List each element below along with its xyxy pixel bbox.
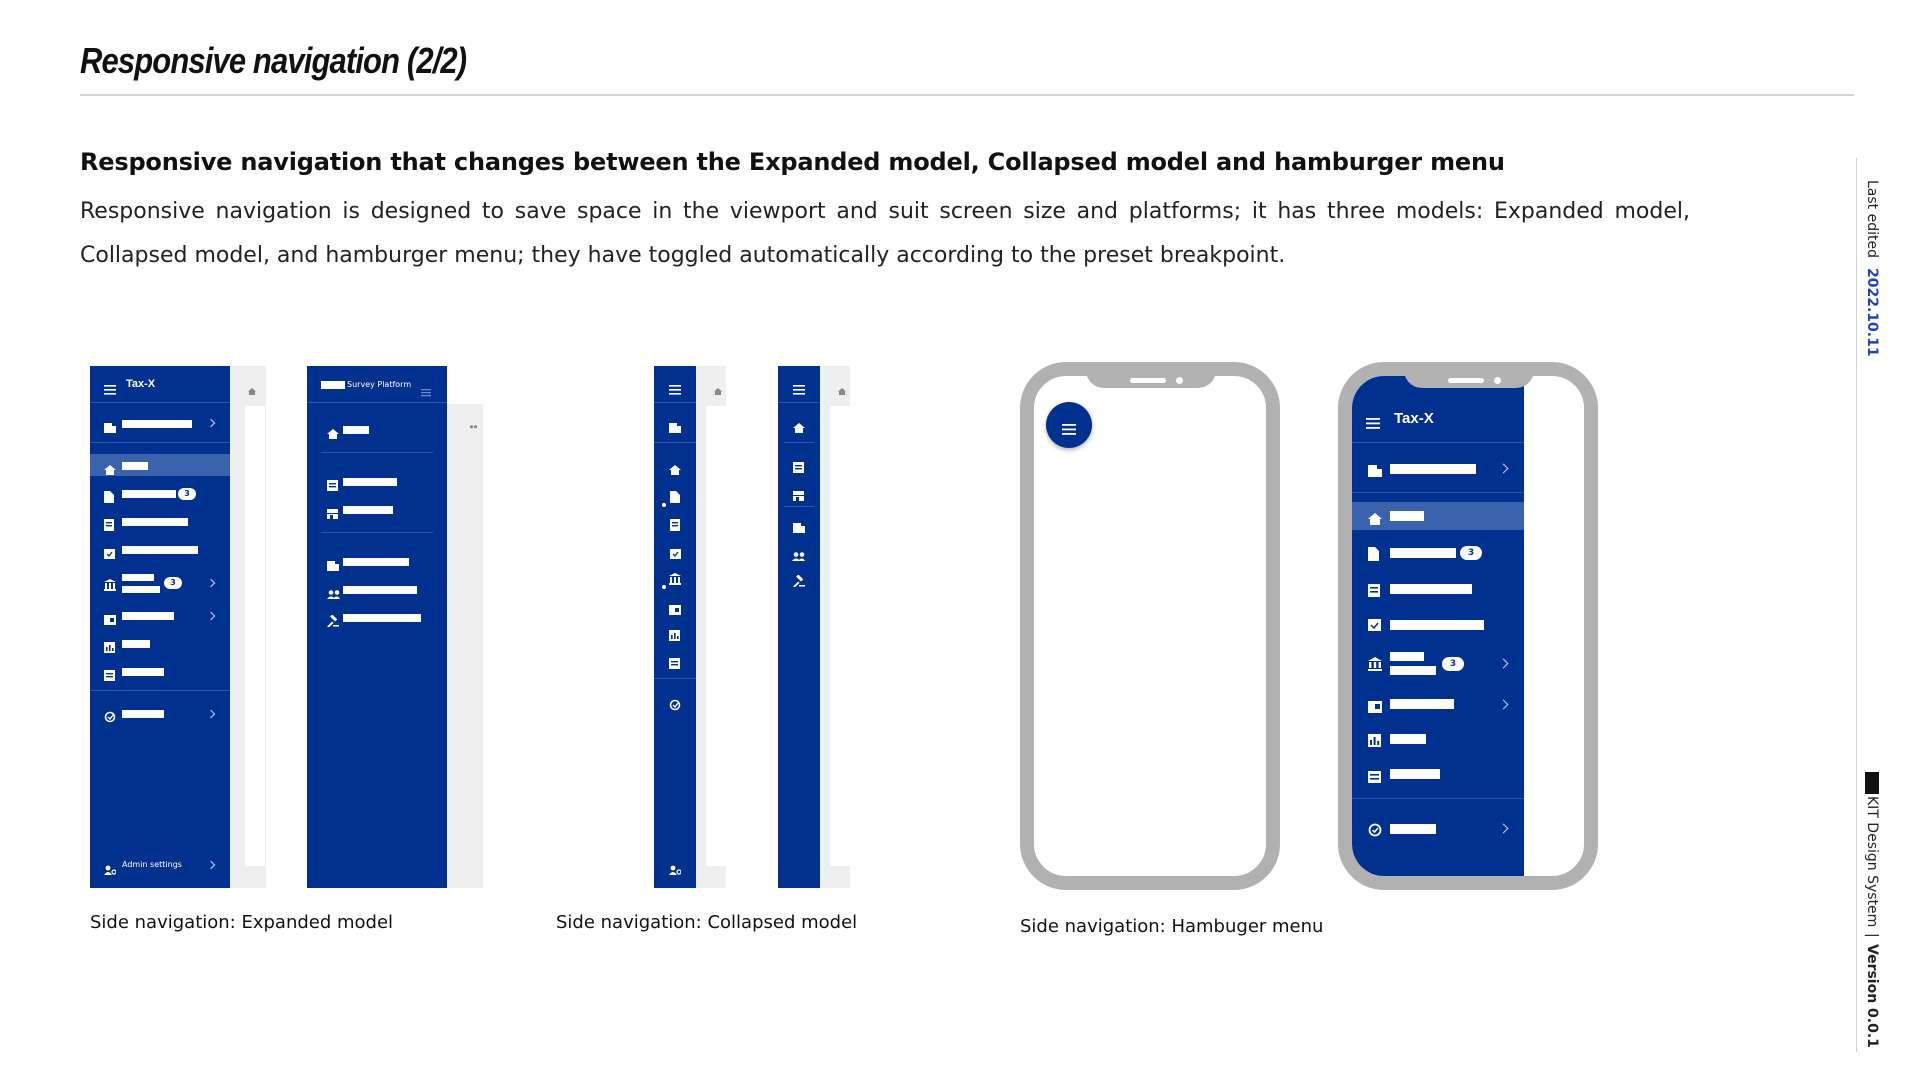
nav-divider: [321, 452, 433, 453]
admin-icon[interactable]: [669, 860, 681, 879]
table-icon: [104, 666, 115, 685]
nav-item-reports[interactable]: [122, 640, 150, 648]
calendar-icon[interactable]: [670, 544, 681, 563]
survey-side-nav[interactable]: [307, 366, 447, 888]
table-icon: [1368, 768, 1381, 787]
expanded-survey-demo: [307, 366, 483, 888]
home-icon: [104, 460, 116, 479]
content-card: [830, 406, 850, 866]
survey-item-people[interactable]: [343, 586, 417, 594]
table-icon[interactable]: [669, 654, 680, 673]
nav-divider: [1352, 798, 1524, 799]
nav-item-bank-line1[interactable]: [1390, 652, 1424, 661]
nav-item-table[interactable]: [122, 668, 164, 676]
list-icon: [327, 476, 338, 495]
phone-speaker: [1448, 378, 1484, 383]
app-name: Tax-X: [126, 378, 156, 390]
nav-item-documents[interactable]: [122, 490, 176, 498]
bank-icon: [104, 576, 116, 595]
list-icon: [104, 516, 114, 535]
brand-separator: |: [1864, 933, 1880, 939]
home-icon: [248, 380, 256, 399]
hamburger-icon[interactable]: [1366, 414, 1380, 433]
nav-divider: [90, 690, 230, 691]
content-card: [706, 406, 726, 866]
sync-icon: [104, 708, 116, 727]
people-icon: [327, 584, 340, 603]
chevron-right-icon: [1499, 824, 1509, 834]
last-edited: [1864, 180, 1880, 357]
nav-item-bank-line2[interactable]: [1390, 666, 1436, 675]
document-icon: [1368, 546, 1379, 565]
last-edited-date: 2022.10.11: [1864, 268, 1880, 358]
brand-version: [1864, 772, 1880, 1048]
last-edited-label: Last edited: [1864, 180, 1880, 258]
content-area: [447, 404, 483, 888]
nav-item-card[interactable]: [1390, 699, 1454, 709]
list-icon: [1368, 582, 1380, 601]
building-icon[interactable]: [793, 518, 805, 537]
title-divider: [80, 94, 1854, 96]
expanded-side-nav[interactable]: [90, 366, 230, 888]
notification-dot-icon: [662, 492, 666, 511]
bank-icon: [1368, 656, 1382, 675]
phone-notch: [1404, 362, 1534, 388]
building-icon: [1368, 462, 1382, 481]
org-selector-label[interactable]: [1390, 464, 1476, 474]
nav-divider: [1352, 492, 1524, 493]
survey-item-org[interactable]: [343, 558, 409, 566]
building-icon: [327, 556, 339, 575]
document-icon[interactable]: [670, 488, 680, 507]
card-icon[interactable]: [669, 600, 681, 619]
section-description: Responsive navigation is designed to save space in the viewport and suit screen size and platforms; it has three models: Expanded model, Collapsed model, and hamburger menu; they have toggled automatically according to the preset breakpoint.: [80, 199, 1690, 268]
nav-item-sync[interactable]: [1390, 824, 1436, 834]
survey-item-legal[interactable]: [343, 614, 421, 622]
nav-divider: [654, 402, 696, 403]
survey-logo: [321, 381, 345, 389]
gavel-icon[interactable]: [793, 572, 805, 591]
chart-icon: [1368, 732, 1381, 751]
caption-expanded: Side navigation: Expanded model: [90, 912, 394, 933]
admin-settings-label[interactable]: Admin settings: [122, 860, 182, 869]
home-icon: [838, 380, 846, 399]
nav-item-home[interactable]: [1390, 511, 1424, 521]
chevron-right-icon: [1499, 700, 1509, 710]
sync-icon[interactable]: [669, 696, 681, 715]
store-icon: [327, 504, 338, 523]
collapsed-model-demo: [654, 366, 734, 888]
chevron-right-icon: [1499, 659, 1509, 669]
caption-collapsed: Side navigation: Collapsed model: [556, 912, 858, 933]
card-icon: [104, 610, 116, 629]
nav-item-reports[interactable]: [1390, 734, 1426, 744]
building-icon[interactable]: [669, 418, 681, 437]
nav-item-list[interactable]: [122, 518, 188, 526]
calendar-icon: [104, 544, 115, 563]
gavel-icon: [327, 612, 339, 631]
home-icon: [327, 424, 339, 443]
page-title: Responsive navigation (2/2): [80, 40, 467, 81]
nav-item-documents[interactable]: [1390, 548, 1456, 558]
nav-item-home[interactable]: [122, 462, 148, 470]
hamburger-icon[interactable]: [669, 380, 681, 399]
chevron-right-icon: [207, 861, 215, 869]
nav-item-list[interactable]: [1390, 584, 1472, 594]
nav-item-table[interactable]: [1390, 769, 1440, 779]
home-icon[interactable]: [793, 418, 805, 437]
nav-divider: [784, 506, 814, 507]
home-icon: [1368, 510, 1382, 529]
caption-hamburger: Side navigation: Hambuger menu: [1020, 916, 1324, 937]
nav-divider: [321, 532, 433, 533]
nav-item-card[interactable]: [122, 612, 174, 620]
app-name: Tax-X: [1394, 410, 1434, 427]
hamburger-fab-button[interactable]: [1046, 402, 1092, 448]
org-selector-label[interactable]: [122, 420, 192, 428]
phone-notch: [1086, 362, 1216, 388]
nav-divider: [654, 678, 696, 679]
collapsed-survey-demo: [778, 366, 858, 888]
badge-count: 3: [164, 577, 182, 589]
collapsed-side-nav[interactable]: [654, 366, 696, 888]
mobile-side-nav[interactable]: [1352, 376, 1524, 876]
bank-icon[interactable]: [669, 570, 681, 589]
chevron-right-icon: [207, 419, 215, 427]
brand-name: KIT Design System: [1864, 796, 1880, 928]
collapsed-survey-nav[interactable]: [778, 366, 820, 888]
content-card: [245, 406, 265, 866]
badge-count: 3: [1442, 657, 1464, 671]
badge-count: 3: [178, 488, 196, 500]
hamburger-icon: [1062, 420, 1076, 439]
people-icon: [469, 416, 478, 435]
chart-icon: [104, 638, 115, 657]
hamburger-icon[interactable]: [421, 382, 431, 401]
home-icon[interactable]: [669, 460, 681, 479]
list-icon[interactable]: [793, 458, 804, 477]
chevron-right-icon: [207, 579, 215, 587]
badge-count: 3: [1460, 546, 1482, 560]
nav-divider: [654, 442, 696, 443]
calendar-icon: [1368, 616, 1381, 635]
card-icon: [1368, 698, 1382, 717]
nav-item-calendar[interactable]: [1390, 620, 1484, 630]
nav-divider: [784, 442, 814, 443]
section-subhead: Responsive navigation that changes between the Expanded model, Collapsed model and hamburger menu: [80, 148, 1505, 176]
phone-speaker: [1130, 378, 1166, 383]
phone-camera: [1176, 377, 1183, 384]
nav-divider: [307, 402, 447, 403]
nav-item-bank-line2[interactable]: [122, 586, 160, 593]
sidebar-divider: [1856, 158, 1857, 1052]
notification-dot-icon: [662, 574, 666, 593]
people-icon[interactable]: [792, 546, 805, 565]
nav-divider: [90, 402, 230, 403]
brand-logo-icon: [1865, 772, 1879, 794]
nav-divider: [778, 402, 820, 403]
survey-item-list[interactable]: [343, 478, 397, 486]
list-icon[interactable]: [670, 516, 680, 535]
nav-item-bank-line1[interactable]: [122, 574, 154, 581]
store-icon[interactable]: [793, 486, 804, 505]
phone-open: [1338, 362, 1598, 890]
chart-icon[interactable]: [669, 626, 680, 645]
chevron-right-icon: [207, 612, 215, 620]
chevron-right-icon: [207, 710, 215, 718]
phone-camera: [1494, 377, 1501, 384]
admin-icon: [104, 860, 116, 879]
survey-title: Survey Platform: [347, 380, 412, 389]
nav-divider: [90, 442, 230, 443]
survey-item-home[interactable]: [343, 426, 369, 434]
sync-icon: [1368, 822, 1382, 841]
hamburger-icon[interactable]: [793, 380, 805, 399]
nav-item-sync[interactable]: [122, 710, 164, 718]
chevron-right-icon: [1499, 464, 1509, 474]
home-icon: [714, 380, 722, 399]
survey-item-store[interactable]: [343, 506, 393, 514]
brand-version-number: Version 0.0.1: [1864, 944, 1880, 1048]
nav-item-calendar[interactable]: [122, 546, 198, 554]
nav-divider: [1352, 442, 1524, 443]
hamburger-icon[interactable]: [104, 380, 116, 390]
building-icon: [104, 418, 116, 437]
document-icon: [104, 488, 114, 507]
